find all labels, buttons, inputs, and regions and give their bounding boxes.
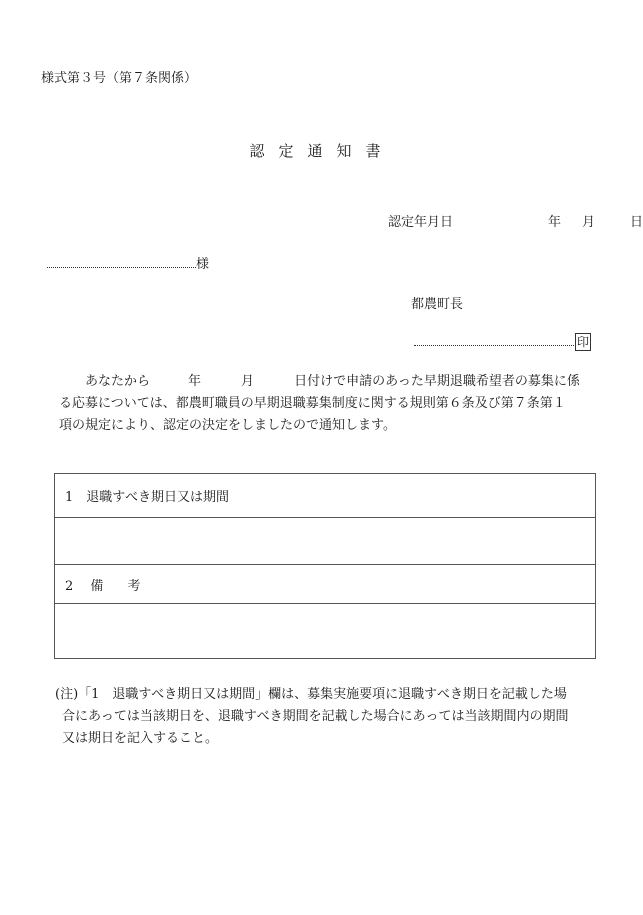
body-line-1 xyxy=(59,371,594,393)
table-row xyxy=(55,518,596,565)
date-day-label: 日 xyxy=(630,215,643,230)
remarks-label-a: 備 xyxy=(90,578,104,594)
table-row xyxy=(55,565,596,604)
retirement-date-label: 1 退職すべき期日又は期間 xyxy=(55,474,596,518)
issuer-title: 都農町長 xyxy=(411,297,464,312)
footnote-line-2: 合にあっては当該期日を、退職すべき期間を記載した場合にあっては当該期間内の期間 xyxy=(62,709,569,724)
signature-blank[interactable] xyxy=(414,334,574,346)
retirement-date-field[interactable] xyxy=(55,518,596,565)
signature-line xyxy=(414,333,591,351)
body-month-label: 月 xyxy=(241,374,255,389)
seal-mark: 印 xyxy=(577,335,590,349)
certification-date-line xyxy=(388,211,643,230)
date-year-label: 年 xyxy=(548,215,562,230)
body-rest-line-1: 日付けで申請のあった早期退職希望者の募集に係 xyxy=(294,374,580,389)
remarks-field[interactable] xyxy=(55,604,596,659)
table-row xyxy=(55,474,596,518)
certification-date-label: 認定年月日 xyxy=(388,215,454,230)
addressee-suffix: 様 xyxy=(196,257,210,272)
addressee-line xyxy=(47,253,209,272)
remarks-label-b: 考 xyxy=(127,578,141,594)
body-line-3: 項の規定により、認定の決定をしましたので通知します。 xyxy=(59,418,396,433)
remarks-number: 2 xyxy=(65,578,74,594)
addressee-blank[interactable] xyxy=(47,256,196,268)
body-prefix: あなたから xyxy=(85,374,151,389)
info-table xyxy=(54,473,596,659)
footnote xyxy=(55,684,595,750)
remarks-label xyxy=(55,565,596,604)
notification-body xyxy=(59,371,594,437)
body-year-label: 年 xyxy=(188,374,202,389)
document-title: 認定通知書 xyxy=(249,142,395,160)
table-row xyxy=(55,604,596,659)
footnote-line-3: 又は期日を記入すること。 xyxy=(62,731,219,746)
date-month-label: 月 xyxy=(582,215,596,230)
form-number: 様式第３号（第７条関係） xyxy=(41,71,198,86)
body-line-2: る応募については、都農町職員の早期退職募集制度に関する規則第６条及び第７条第１ xyxy=(59,396,566,411)
footnote-line-1: (注)「1 退職すべき期日又は期間」欄は、募集実施要項に退職すべき期日を記載した場 xyxy=(55,687,567,702)
